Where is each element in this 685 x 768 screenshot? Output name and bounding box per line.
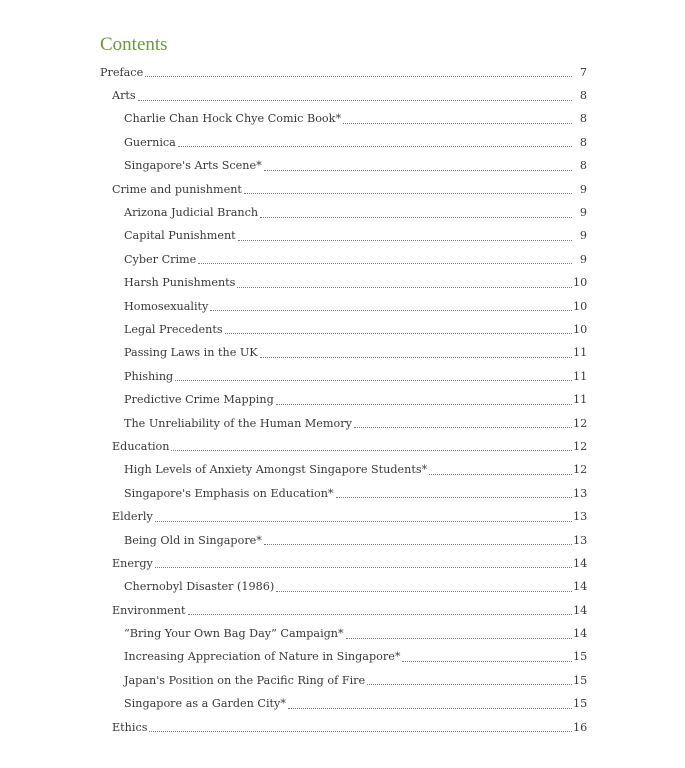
toc-entry-page-number: 15	[573, 697, 588, 711]
dot-leader	[402, 661, 572, 662]
toc-entry-title: The Unreliability of the Human Memory	[124, 416, 352, 430]
toc-entry[interactable]	[0, 248, 685, 271]
toc-entry-page-number: 12	[573, 439, 588, 453]
dot-leader	[225, 333, 572, 334]
toc-entry[interactable]	[0, 716, 685, 739]
dot-leader	[175, 380, 572, 381]
dot-leader	[138, 100, 572, 101]
toc-entry-title: Charlie Chan Hock Chye Comic Book*	[124, 112, 342, 126]
toc-entry-title: High Levels of Anxiety Amongst Singapore Students*	[124, 463, 428, 477]
toc-entry-title: Cyber Crime	[124, 252, 197, 266]
toc-entry[interactable]	[0, 529, 685, 552]
contents-heading: Contents	[100, 34, 168, 55]
toc-entry[interactable]	[0, 225, 685, 248]
toc-entry-title: Education	[112, 439, 170, 453]
toc-entry-page-number: 15	[573, 650, 588, 664]
toc-entry-title: Ethics	[112, 720, 148, 734]
toc-entry-page-number: 14	[573, 580, 588, 594]
toc-entry-page-number: 14	[573, 627, 588, 641]
toc-entry-title: Arizona Judicial Branch	[124, 206, 259, 220]
toc-entry-title: Capital Punishment	[124, 229, 236, 243]
toc-entry[interactable]	[0, 693, 685, 716]
toc-entry-title: Preface	[100, 65, 144, 79]
toc-entry[interactable]	[0, 412, 685, 435]
toc-entry[interactable]	[0, 295, 685, 318]
toc-entry[interactable]	[0, 459, 685, 482]
dot-leader	[188, 614, 573, 615]
toc-entry-page-number: 16	[573, 720, 588, 734]
toc-entry-title: Guernica	[124, 135, 176, 149]
dot-leader	[198, 263, 572, 264]
toc-entry[interactable]	[0, 669, 685, 692]
toc-entry-page-number: 13	[573, 533, 588, 547]
toc-entry[interactable]	[0, 552, 685, 575]
dot-leader	[171, 450, 572, 451]
toc-entry-title: Elderly	[112, 510, 153, 524]
toc-entry[interactable]	[0, 318, 685, 341]
toc-entry-page-number: 10	[573, 322, 588, 336]
toc-entry-title: Chernobyl Disaster (1986)	[124, 580, 275, 594]
toc-entry-title: Singapore's Arts Scene*	[124, 159, 262, 173]
dot-leader	[264, 544, 572, 545]
dot-leader	[367, 684, 572, 685]
toc-entry[interactable]	[0, 599, 685, 622]
table-of-contents	[0, 61, 685, 739]
toc-entry-page-number: 12	[573, 463, 588, 477]
toc-entry-title: Singapore as a Garden City*	[124, 697, 286, 711]
toc-entry-page-number: 8	[579, 112, 587, 126]
toc-entry-page-number: 11	[573, 346, 588, 360]
dot-leader	[155, 567, 572, 568]
toc-entry-page-number: 14	[573, 556, 588, 570]
dot-leader	[343, 123, 572, 124]
dot-leader	[178, 146, 572, 147]
toc-entry-page-number: 11	[573, 393, 588, 407]
toc-entry[interactable]	[0, 365, 685, 388]
dot-leader	[260, 217, 572, 218]
toc-entry-page-number: 13	[573, 486, 588, 500]
toc-entry[interactable]	[0, 272, 685, 295]
toc-entry[interactable]	[0, 155, 685, 178]
toc-entry-page-number: 9	[579, 229, 587, 243]
toc-entry-page-number: 8	[579, 89, 587, 103]
dot-leader	[276, 591, 572, 592]
toc-entry-title: Phishing	[124, 369, 174, 383]
toc-entry[interactable]	[0, 482, 685, 505]
toc-entry-page-number: 15	[573, 673, 588, 687]
toc-entry-title: Singapore's Emphasis on Education*	[124, 486, 334, 500]
toc-entry-title: Increasing Appreciation of Nature in Singapore*	[124, 650, 401, 664]
dot-leader	[145, 76, 572, 77]
toc-entry[interactable]	[0, 388, 685, 411]
toc-entry[interactable]	[0, 84, 685, 107]
dot-leader	[346, 638, 572, 639]
toc-entry-title: Passing Laws in the UK	[124, 346, 258, 360]
toc-entry-title: Environment	[112, 603, 186, 617]
toc-entry-title: Arts	[112, 89, 136, 103]
toc-entry-page-number: 13	[573, 510, 588, 524]
toc-entry-title: Harsh Punishments	[124, 276, 236, 290]
toc-entry[interactable]	[0, 131, 685, 154]
toc-entry-title: Energy	[112, 556, 153, 570]
toc-entry-title: Crime and punishment	[112, 182, 242, 196]
toc-entry[interactable]	[0, 201, 685, 224]
dot-leader	[288, 708, 572, 709]
toc-entry-page-number: 9	[579, 252, 587, 266]
dot-leader	[336, 497, 572, 498]
dot-leader	[238, 240, 572, 241]
toc-entry-page-number: 9	[579, 182, 587, 196]
toc-entry[interactable]	[0, 61, 685, 84]
toc-entry-page-number: 9	[579, 206, 587, 220]
dot-leader	[429, 474, 572, 475]
toc-entry-page-number: 10	[573, 299, 588, 313]
toc-entry[interactable]	[0, 435, 685, 458]
dot-leader	[149, 731, 572, 732]
toc-entry[interactable]	[0, 576, 685, 599]
toc-entry-page-number: 7	[579, 65, 587, 79]
toc-entry-page-number: 10	[573, 276, 588, 290]
toc-entry-title: Being Old in Singapore*	[124, 533, 262, 547]
toc-entry-title: Homosexuality	[124, 299, 209, 313]
toc-entry[interactable]	[0, 178, 685, 201]
dot-leader	[244, 193, 572, 194]
dot-leader	[264, 170, 572, 171]
toc-entry-page-number: 12	[573, 416, 588, 430]
toc-entry[interactable]	[0, 505, 685, 528]
dot-leader	[237, 287, 572, 288]
toc-entry-page-number: 8	[579, 159, 587, 173]
toc-entry-page-number: 8	[579, 135, 587, 149]
toc-entry-title: “Bring Your Own Bag Day” Campaign*	[124, 627, 344, 641]
toc-entry[interactable]	[0, 108, 685, 131]
toc-entry-page-number: 14	[573, 603, 588, 617]
toc-entry[interactable]	[0, 342, 685, 365]
toc-entry[interactable]	[0, 622, 685, 645]
dot-leader	[260, 357, 572, 358]
dot-leader	[354, 427, 572, 428]
toc-entry[interactable]	[0, 646, 685, 669]
toc-entry-title: Predictive Crime Mapping	[124, 393, 274, 407]
dot-leader	[155, 521, 572, 522]
toc-entry-page-number: 11	[573, 369, 588, 383]
dot-leader	[210, 310, 572, 311]
toc-entry-title: Japan's Position on the Pacific Ring of Fire	[124, 673, 366, 687]
toc-entry-title: Legal Precedents	[124, 322, 223, 336]
dot-leader	[276, 404, 572, 405]
